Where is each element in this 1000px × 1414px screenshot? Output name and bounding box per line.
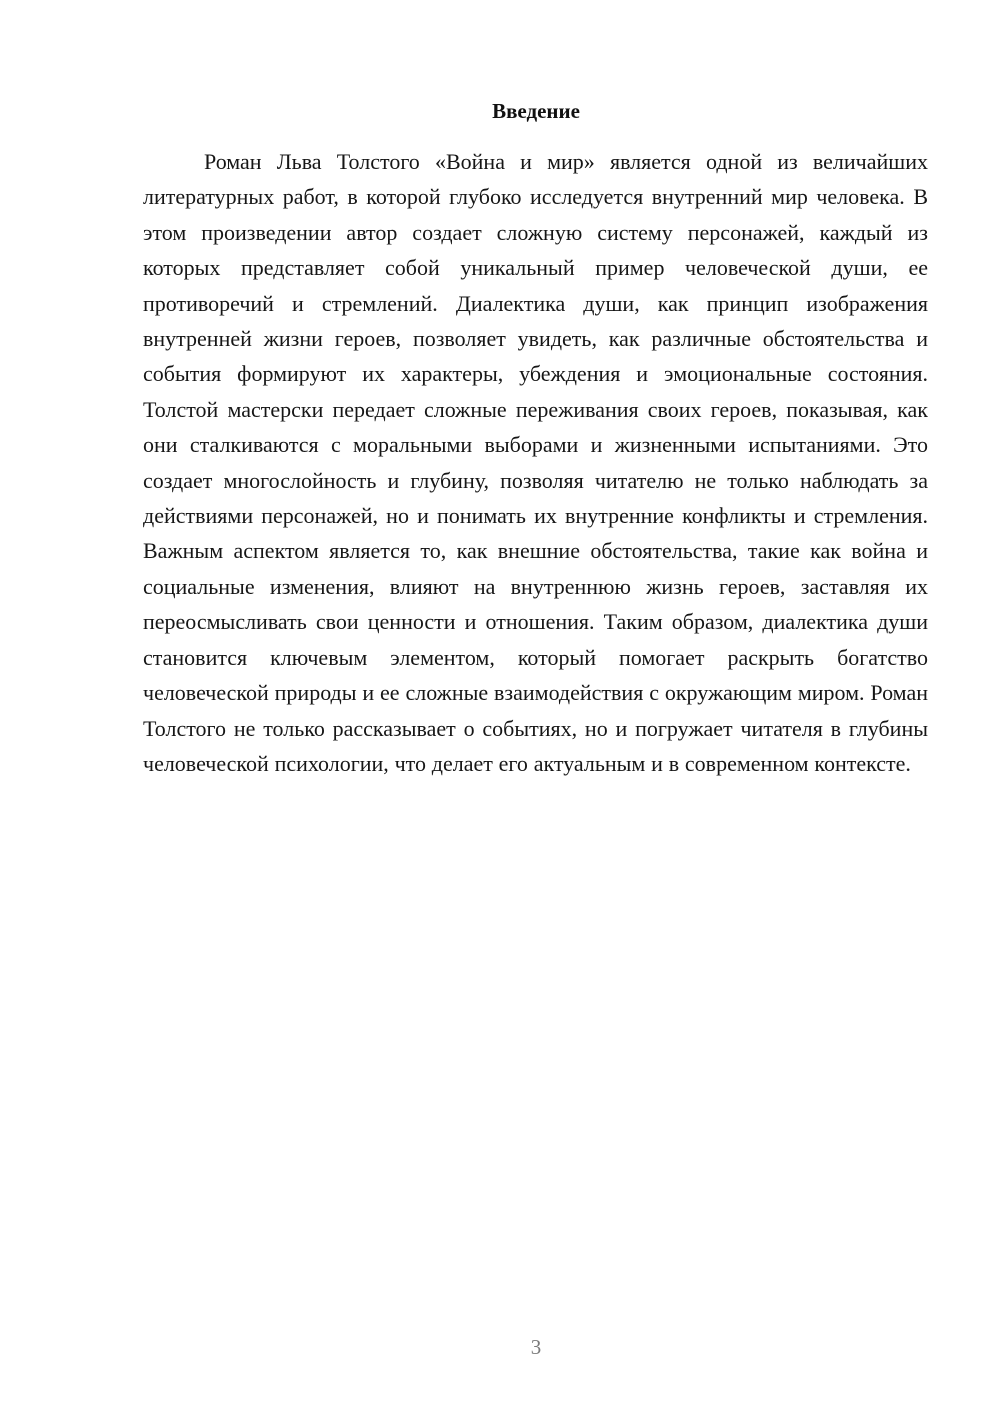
page-number: 3 <box>530 1335 542 1359</box>
body-paragraph: Роман Льва Толстого «Война и мир» является одной из величайших литературных работ, в которой глубоко исследуется внутренний мир человека. В этом произведении автор создает сложную систему персонажей, каждый из которых представляет собой уникальный пример человеческой души, ее противоречий и стремлений. Диалектика души, как принцип изображения внутренней жизни героев, позволяет увидеть, как различные обстоятельства и события формируют их характеры, убеждения и эмоциональные состояния. Толстой мастерски передает сложные переживания своих героев, показывая, как они сталкиваются с моральными выборами и жизненными испытаниями. Это создает многослойность и глубину, позволяя читателю не только наблюдать за действиями персонажей, но и понимать их внутренние конфликты и стремления. Важным аспектом является то, как внешние обстоятельства, такие как война и социальные изменения, влияют на внутреннюю жизнь героев, заставляя их переосмысливать свои ценности и отношения. Таким образом, диалектика души становится ключевым элементом, который помогает раскрыть богатство человеческой природы и ее сложные взаимодействия с окружающим миром. Роман Толстого не только рассказывает о событиях, но и погружает читателя в глубины человеческой психологии, что делает его актуальным и в современном контексте. <box>143 149 928 776</box>
section-heading: Введение <box>492 99 580 123</box>
